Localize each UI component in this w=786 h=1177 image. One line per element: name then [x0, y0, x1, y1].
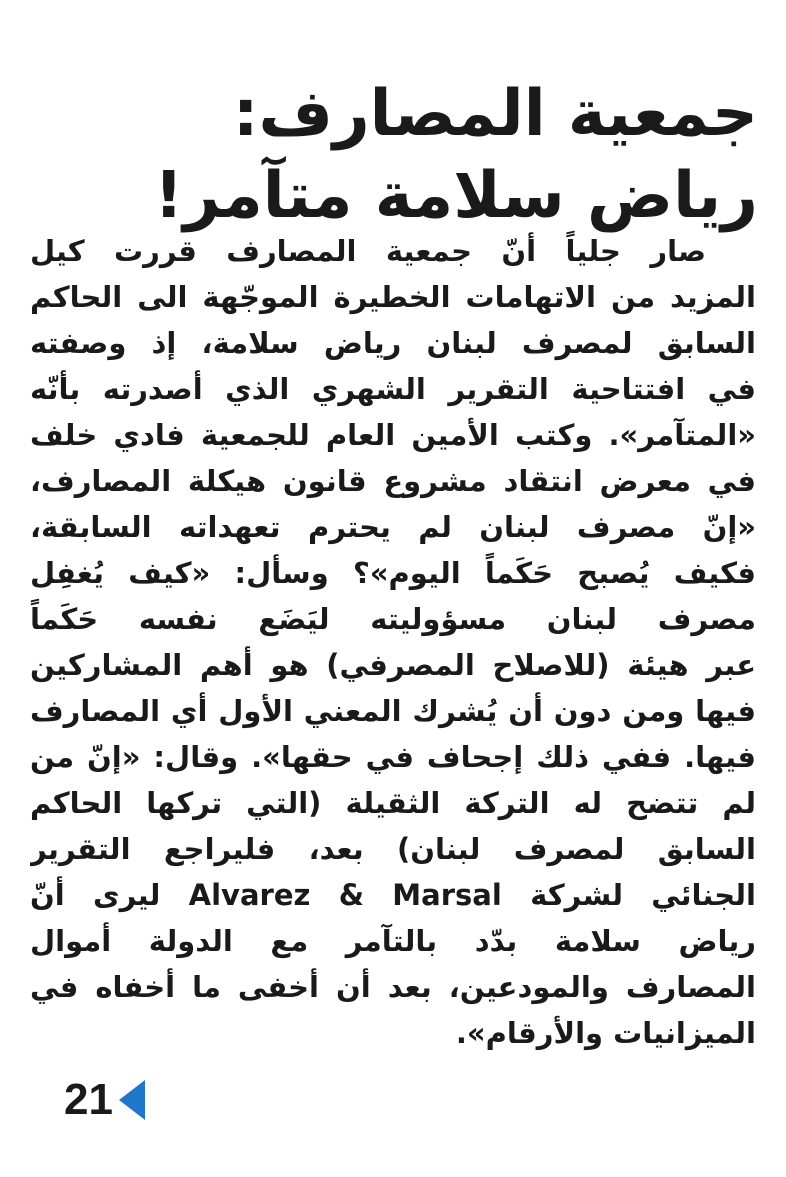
headline-line-1: جمعية المصارف:: [232, 76, 758, 151]
body-line: رياض سلامة بدّد بالتآمر مع الدولة أموال: [30, 924, 756, 958]
article-headline: [138, 73, 758, 237]
body-line: فيها. ففي ذلك إجحاف في حقها». وقال: «إنّ من: [30, 740, 756, 774]
body-line: صار جلياً أنّ جمعية المصارف قررت كيل: [30, 234, 706, 268]
body-line: فكيف يُصبح حَكَماً اليوم»؟ وسأل: «كيف يُغفِل: [30, 556, 756, 590]
left-triangle-icon: [119, 1080, 145, 1120]
body-line: «المتآمر». وكتب الأمين العام للجمعية فادي خلف: [30, 418, 756, 452]
body-line: في معرض انتقاد مشروع قانون هيكلة المصارف،: [30, 464, 756, 498]
page-number-marker: [64, 1075, 145, 1124]
headline-line-2: رياض سلامة متآمر!: [154, 158, 758, 233]
article-body: [30, 228, 756, 1056]
body-line: الجنائي لشركة Alvarez & Marsal ليرى أنّ: [30, 878, 756, 912]
body-line: «إنّ مصرف لبنان لم يحترم تعهداته السابقة،: [30, 510, 756, 544]
body-line: السابق لمصرف لبنان رياض سلامة، إذ وصفته: [30, 326, 756, 360]
body-line: فيها ومن دون أن يُشرك المعني الأول أي المصارف: [30, 694, 756, 728]
body-line: في افتتاحية التقرير الشهري الذي أصدرته بأنّه: [30, 372, 756, 406]
page-number: 21: [64, 1075, 113, 1124]
body-line: عبر هيئة (للاصلاح المصرفي) هو أهم المشاركين: [30, 648, 756, 682]
body-line: مصرف لبنان مسؤوليته ليَضَع نفسه حَكَماً: [30, 602, 756, 636]
body-line: السابق لمصرف لبنان) بعد، فليراجع التقرير: [30, 832, 756, 866]
body-line: لم تتضح له التركة الثقيلة (التي تركها الحاكم: [30, 786, 756, 820]
body-line: المصارف والمودعين، بعد أن أخفى ما أخفاه في: [30, 970, 756, 1004]
body-line: الميزانيات والأرقام».: [455, 1016, 756, 1050]
body-line: المزيد من الاتهامات الخطيرة الموجّهة الى الحاكم: [30, 280, 756, 314]
